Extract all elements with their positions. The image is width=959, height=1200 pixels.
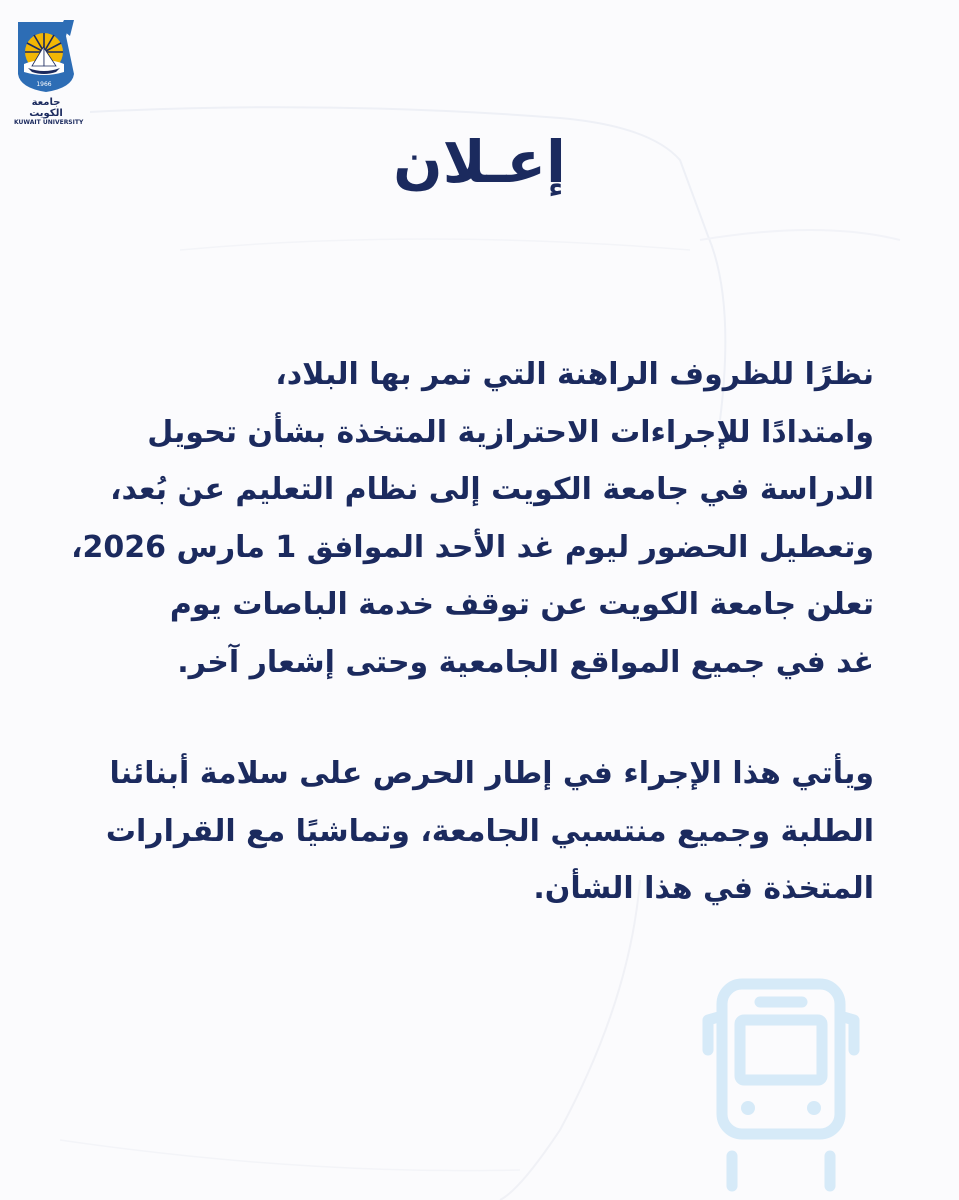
paragraph-line: الدراسة في جامعة الكويت إلى نظام التعليم عن بُعد،	[110, 472, 874, 507]
announcement-body	[71, 346, 874, 918]
kuwait-university-emblem-icon	[14, 18, 78, 94]
bus-icon	[700, 976, 862, 1200]
logo-year: 1966	[36, 81, 52, 88]
logo-name-arabic: جامعة الكويت	[29, 97, 63, 119]
paragraph-2	[74, 745, 874, 918]
page-title: إعـلان	[393, 128, 566, 196]
paragraph-line: غد في جميع المواقع الجامعية وحتى إشعار آخر.	[177, 644, 874, 680]
paragraph-line: الطلبة وجميع منتسبي الجامعة، وتماشيًا مع القرارات	[105, 813, 874, 849]
paragraph-line: نظرًا للظروف الراهنة التي تمر بها البلاد،	[275, 357, 874, 392]
paragraph-line: وامتدادًا للإجراءات الاحترازية المتخذة بشأن تحويل	[147, 414, 874, 450]
kuwait-university-logo	[14, 18, 84, 126]
paragraph-1	[71, 346, 874, 691]
paragraph-line: وتعطيل الحضور ليوم غد الأحد الموافق 1 مارس 2026،	[71, 529, 874, 565]
paragraph-line: ويأتي هذا الإجراء في إطار الحرص على سلامة أبنائنا	[109, 756, 874, 791]
paragraph-line: المتخذة في هذا الشأن.	[533, 871, 874, 906]
paragraph-line: تعلن جامعة الكويت عن توقف خدمة الباصات يوم	[169, 587, 874, 622]
logo-name-english: KUWAIT UNIVERSITY	[14, 119, 84, 126]
